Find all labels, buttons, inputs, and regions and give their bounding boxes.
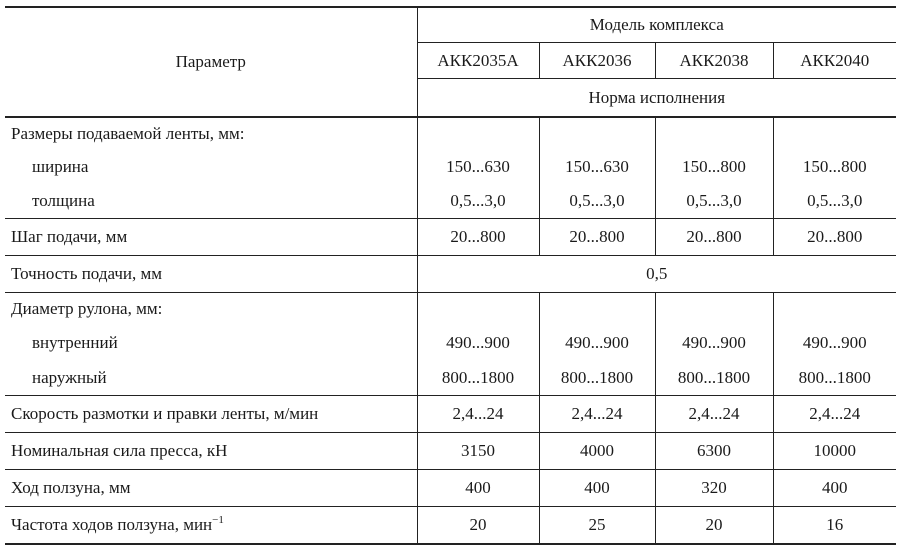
tape-thickness-1: 0,5...3,0 [417,184,539,219]
unwind-speed-1: 2,4...24 [417,396,539,433]
tape-width-4: 150...800 [802,157,867,176]
slide-stroke-label: Ход ползуна, мм [5,470,417,507]
roll-inner-3: 490...900 [655,325,773,361]
tape-width-label: ширина [5,150,417,184]
press-force-2: 4000 [539,433,655,470]
slide-stroke-1: 400 [417,470,539,507]
model-header-4: АКК2040 [773,43,896,79]
roll-diameter-title: Диаметр рулона, мм: [5,293,417,326]
roll-inner-1: 490...900 [417,325,539,361]
feed-step-4: 20...800 [773,219,896,256]
spec-table [5,6,896,545]
feed-accuracy-value: 0,5 [417,256,896,293]
tape-width-2: 150...630 [539,150,655,184]
norm-header: Норма исполнения [417,79,896,118]
row-feed-accuracy [5,256,896,293]
press-force-4: 10000 [773,433,896,470]
row-tape-size-title [5,117,896,150]
stroke-rate-unit-sup: −1 [212,514,224,526]
model-header-1: АКК2035А [417,43,539,79]
row-roll-diameter-title [5,293,896,326]
unwind-speed-label: Скорость размотки и правки ленты, м/мин [5,396,417,433]
unwind-speed-2: 2,4...24 [539,396,655,433]
row-press-force [5,433,896,470]
stroke-rate-label-cell [5,507,417,545]
row-slide-stroke [5,470,896,507]
feed-accuracy-label: Точность подачи, мм [5,256,417,293]
roll-inner-4: 490...900 [802,333,867,352]
roll-outer-label: наружный [5,361,417,396]
row-tape-thickness [5,184,896,219]
roll-outer-3: 800...1800 [655,361,773,396]
tape-thickness-4: 0,5...3,0 [807,191,863,210]
unwind-speed-3: 2,4...24 [655,396,773,433]
unwind-speed-4: 2,4...24 [773,396,896,433]
row-roll-outer [5,361,896,396]
roll-inner-2: 490...900 [539,325,655,361]
stroke-rate-1: 20 [417,507,539,545]
press-force-label: Номинальная сила пресса, кН [5,433,417,470]
row-feed-step [5,219,896,256]
feed-step-3: 20...800 [655,219,773,256]
header-row-model-group [5,7,896,43]
model-group-header: Модель комплекса [417,7,896,43]
row-tape-width [5,150,896,184]
roll-outer-4: 800...1800 [798,368,871,387]
slide-stroke-3: 320 [655,470,773,507]
roll-outer-2: 800...1800 [539,361,655,396]
tape-width-1: 150...630 [417,150,539,184]
stroke-rate-label: Частота ходов ползуна, мин [11,515,213,534]
tape-thickness-3: 0,5...3,0 [655,184,773,219]
slide-stroke-4: 400 [773,470,896,507]
model-header-2: АКК2036 [539,43,655,79]
roll-outer-1: 800...1800 [417,361,539,396]
feed-step-2: 20...800 [539,219,655,256]
tape-width-3: 150...800 [655,150,773,184]
row-roll-inner [5,325,896,361]
feed-step-label: Шаг подачи, мм [5,219,417,256]
press-force-1: 3150 [417,433,539,470]
tape-size-title: Размеры подаваемой ленты, мм: [5,117,417,150]
tape-thickness-label: толщина [5,184,417,219]
stroke-rate-3: 20 [655,507,773,545]
row-stroke-rate [5,507,896,545]
stroke-rate-2: 25 [539,507,655,545]
feed-step-1: 20...800 [417,219,539,256]
param-header: Параметр [5,7,417,117]
slide-stroke-2: 400 [539,470,655,507]
tape-thickness-2: 0,5...3,0 [539,184,655,219]
press-force-3: 6300 [655,433,773,470]
roll-inner-label: внутренний [5,325,417,361]
stroke-rate-4: 16 [773,507,896,545]
row-unwind-speed [5,396,896,433]
model-header-3: АКК2038 [655,43,773,79]
